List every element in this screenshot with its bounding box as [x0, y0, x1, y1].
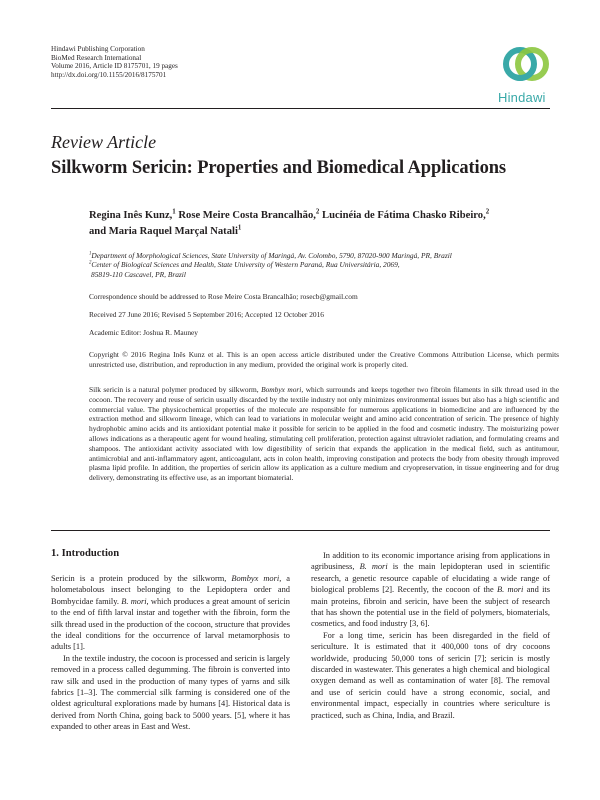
hindawi-logo-icon: [496, 40, 556, 90]
affiliation-2-cont: 85819-110 Cascavel, PR, Brazil: [91, 269, 186, 279]
volume-info: Volume 2016, Article ID 8175701, 19 pages: [51, 62, 178, 71]
right-column: [311, 550, 550, 721]
left-column: [51, 573, 290, 733]
abstract: [89, 385, 559, 483]
right-paragraph-1: [311, 550, 550, 630]
affiliation-1-text: Department of Morphological Sciences, State University of Maringá, Av. Colombo, 5790, 87020-900 Maringá, PR, Brazil: [91, 251, 452, 260]
affiliation-2: [89, 260, 559, 269]
author-4: and Maria Raquel Marçal Natali: [89, 226, 238, 237]
affiliations: [89, 251, 559, 279]
left-p1-text-b: , a holometabolous insect belonging to the Lepidoptera order and Bombycidae family.: [51, 574, 291, 606]
article-type: Review Article: [51, 132, 157, 152]
section-title-introduction: 1. Introduction: [51, 548, 120, 559]
left-p1-species-1: Bombyx mori: [231, 574, 280, 583]
author-2-affil: 2: [315, 208, 320, 216]
correspondence-note: Correspondence should be addressed to Rose Meire Costa Brancalhão; rosecb@gmail.com: [89, 292, 358, 301]
left-p1-species-2: B. mori: [121, 596, 147, 606]
left-p1-text-c: , which produces a great amount of sericin to the end of fifth larval instar and together with the fibroin, form the silk thread used in the production of the cocoon, structure that provides the ideal conditions for the occurrence of larval metamorphosis to adults [1].: [51, 596, 290, 652]
publisher-name: Hindawi Publishing Corporation: [51, 45, 145, 53]
academic-editor: Academic Editor: Joshua R. Mauney: [89, 328, 198, 337]
author-list: [89, 208, 559, 240]
author-3-affil: 2: [485, 208, 490, 216]
author-3: Lucinéia de Fátima Chasko Ribeiro,: [322, 210, 486, 221]
affiliation-2-marker: 2: [89, 260, 92, 266]
left-p1-text-a: Sericin is a protein produced by the silkworm,: [51, 574, 232, 583]
affiliation-1: [89, 251, 559, 260]
header-divider: [51, 108, 550, 109]
hindawi-logo: [496, 40, 556, 105]
right-p1-text-b: is the main lepidopteran used in scientific research, a genetic resource capable of elucidating a wide range of biological problems [2]. Recently, the cocoon of the: [311, 562, 551, 595]
doi-link[interactable]: http://dx.doi.org/10.1155/2016/8175701: [51, 70, 167, 79]
abstract-divider: [51, 530, 550, 531]
author-1: Regina Inês Kunz,: [89, 210, 173, 221]
journal-name: BioMed Research International: [51, 53, 142, 62]
author-4-affil: 1: [237, 224, 242, 232]
abstract-species: Bombyx mori: [261, 385, 302, 394]
author-1-affil: 1: [172, 208, 176, 216]
right-p1-species-2: B. mori: [497, 585, 524, 595]
abstract-text-1: Silk sericin is a natural polymer produced by silkworm,: [89, 385, 262, 394]
logo-wordmark: Hindawi: [498, 90, 546, 105]
affiliation-2-text: Center of Biological Sciences and Health, State University of Western Paraná, Rua Universitária, 2069,: [91, 260, 400, 270]
copyright-notice: Copyright © 2016 Regina Inês Kunz et al. This is an open access article distributed under the Creative Commons Attribution License, which permits unrestricted use, distribution, and reproduction in any medium, provided the original work is properly cited.: [89, 350, 559, 369]
abstract-text-2: , which surrounds and keeps together two fibroin filaments in silk thread used in the cocoon. The recovery and reuse of sericin usually discarded by the textile industry not only minimizes environmental issues but also has a high scientific and commercial value. The physicochemical properties of the molecule are responsible for numerous applications in biomedicine and are influenced by the extraction method and silkworm lineage, which can lead to variations in molecular weight and amino acid concentration of sericin. The presence of highly hydrophobic amino acids and its antioxidant potential make it possible for sericin to be applied in the food and cosmetic industry. The moisturizing power allows indications as a therapeutic agent for wound healing, stimulating cell proliferation, protection against ultraviolet radiation, and formulating creams and shampoos. The antioxidant activity associated with low digestibility of sericin that expands the application in the medical field, such as antitumour, antimicrobial and anti-inflammatory agent, anticoagulant, acts in colon health, improving constipation and protects the body from obesity through improved plasma lipid profile. In addition, the properties of sericin allow its application as a culture medium and cryopreservation, in tissue engineering and for drug delivery, demonstrating its effective use, as an important biomaterial.: [89, 385, 559, 483]
right-p1-text-c: and its main proteins, fibroin and sericin, have been the subject of research that has shown the potential use in the field of polymers, biomaterials, cosmetics, and food industry [3, 6].: [311, 585, 550, 629]
right-paragraph-2: For a long time, sericin has been disregarded in the field of sericulture. It is estimated that it 400,000 tons of dry cocoons worldwide, producing 50,000 tons of sericin [7]; sericin is mostly discarded in wastewater. This generates a high chemical and biological oxygen demand as well as contamination of water [8]. The removal and use of sericin could have a strong economic, social, and environmental impact, especially in countries where sericulture is practiced, such as China, India, and Brazil.: [311, 630, 550, 720]
affiliation-1-marker: 1: [89, 251, 92, 257]
article-dates: Received 27 June 2016; Revised 5 September 2016; Accepted 12 October 2016: [89, 310, 325, 319]
left-paragraph-1: [51, 573, 290, 653]
left-paragraph-2: In the textile industry, the cocoon is processed and sericin is largely removed in a process called degumming. The fibroin is converted into raw silk and used in the production of many types of yarns and silk fabrics [1–3]. The commercial silk farming is considered one of the oldest agricultural explorations made by humans [4]. Historical data is derived from North China, going back to 5000 years. [5], where it has expanded to other areas in East and West.: [51, 653, 290, 732]
right-p1-text-a: In addition to its economic importance arising from applications in agribusiness,: [311, 551, 550, 572]
article-title: Silkworm Sericin: Properties and Biomedical Applications: [51, 158, 507, 178]
author-2: Rose Meire Costa Brancalhão,: [178, 210, 316, 221]
journal-header: [51, 45, 178, 79]
right-p1-species-1: B. mori: [359, 562, 388, 572]
